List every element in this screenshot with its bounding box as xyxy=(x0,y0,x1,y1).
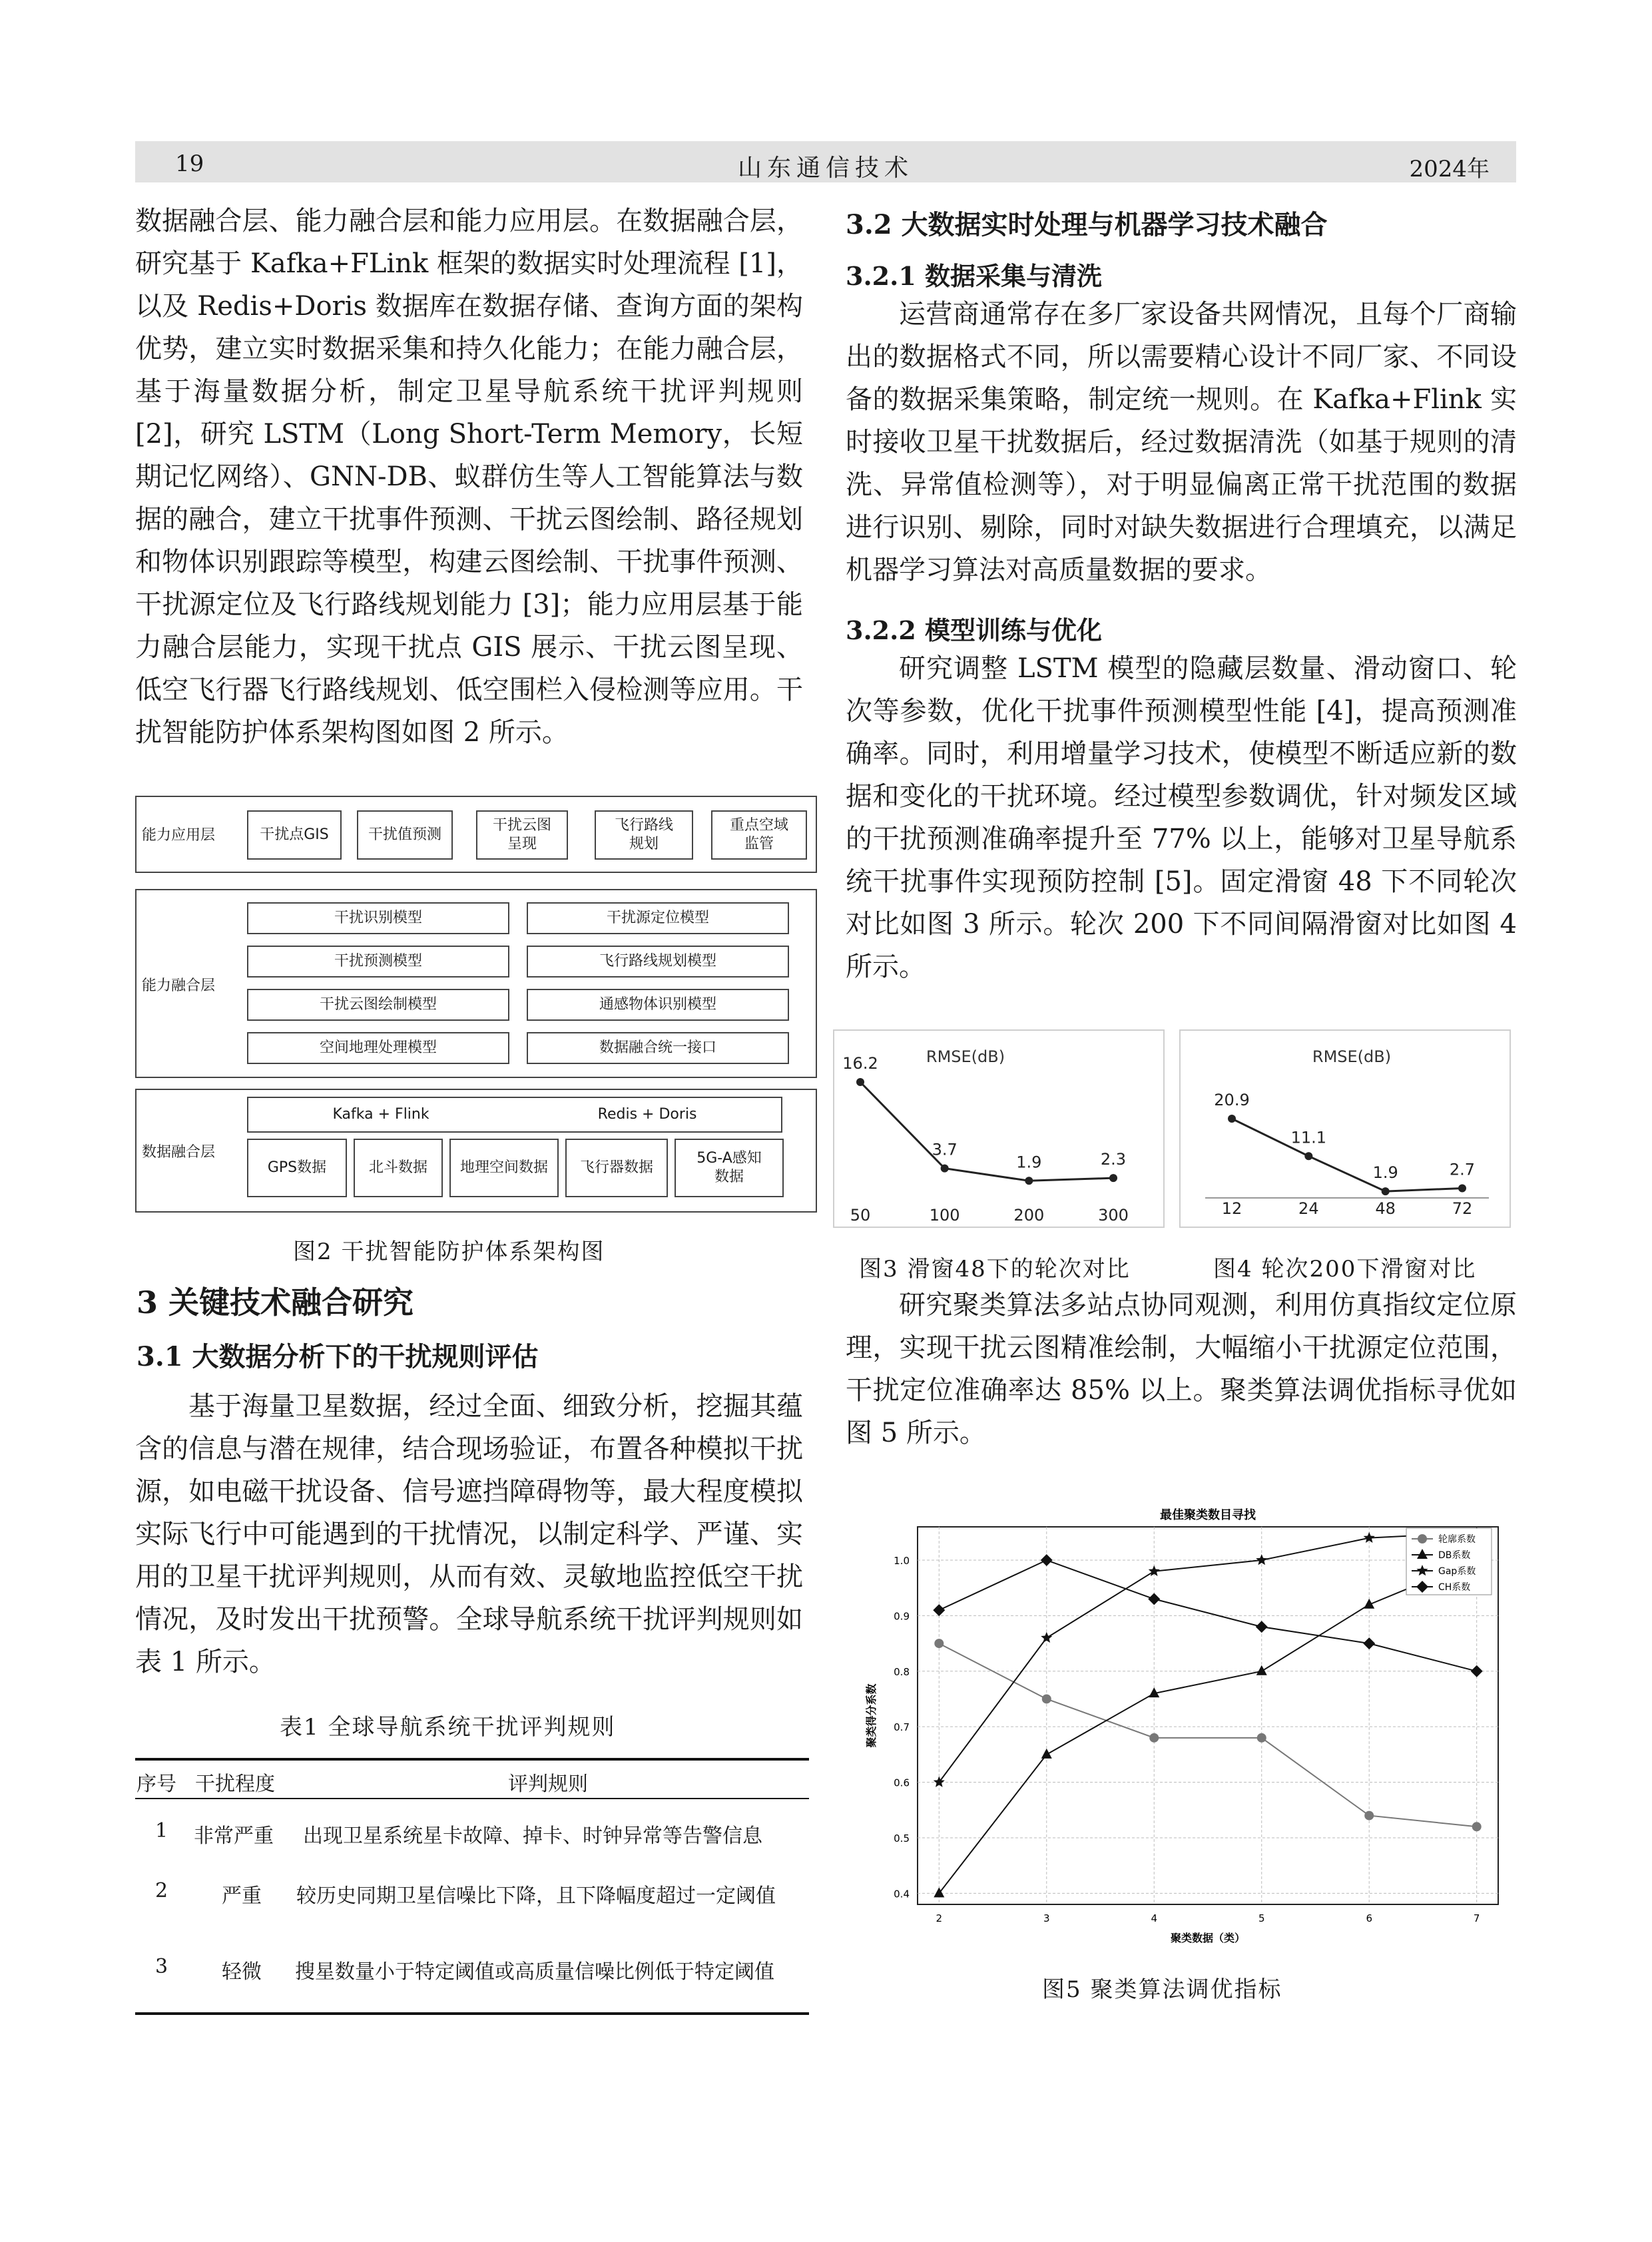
data-point xyxy=(1364,1811,1374,1821)
right-paragraph-cluster: 研究聚类算法多站点协同观测，利用仿真指纹定位原理，实现干扰云图精准绘制，大幅缩小干扰源定位范围，干扰定位准确率达 85% 以上。聚类算法调优指标寻优如图 5 所示。 xyxy=(846,1290,1517,1448)
data-item: 北斗数据 xyxy=(354,1139,443,1197)
data-label: 16.2 xyxy=(842,1054,878,1073)
data-point xyxy=(1304,1152,1312,1160)
fig5-chart xyxy=(846,1495,1512,1961)
data-label: 1.9 xyxy=(1372,1163,1398,1183)
left-paragraph-31: 基于海量卫星数据，经过全面、细致分析，挖掘其蕴含的信息与潜在规律，结合现场验证，布置各种模拟干扰源，如电磁干扰设备、信号遮挡障碍物等，最大程度模拟实际飞行中可能遇到的干扰情况，以制定科学、严谨、实用的卫星干扰评判规则，从而有效、灵敏地监控低空干扰情况，及时发出干扰预警。全球导航系统干扰评判规则如表 1 所示。 xyxy=(135,1391,803,1677)
data-point xyxy=(1458,1184,1466,1192)
data-point xyxy=(1257,1733,1266,1743)
y-axis-label: 聚类得分系数 xyxy=(865,1683,878,1748)
data-label: 2.3 xyxy=(1100,1150,1127,1169)
data-point xyxy=(856,1078,864,1086)
table-header-row: 序号 干扰程度 评判规则 xyxy=(137,1773,588,1796)
data-item: 地理空间数据 xyxy=(449,1139,559,1197)
section-3-title: 3 关键技术融合研究 xyxy=(137,1284,414,1320)
y-tick-label: 0.9 xyxy=(894,1610,910,1623)
y-tick-label: 0.7 xyxy=(894,1721,910,1734)
legend-marker xyxy=(1418,1534,1427,1543)
data-label: 1.9 xyxy=(1016,1153,1042,1172)
legend-label: Gap系数 xyxy=(1438,1566,1476,1577)
chart-title: RMSE(dB) xyxy=(1312,1047,1392,1066)
data-item: 飞行器数据 xyxy=(565,1139,668,1197)
data-label: 2.7 xyxy=(1449,1160,1476,1179)
x-tick-label: 24 xyxy=(1298,1199,1319,1218)
fusion-item: 干扰云图绘制模型 xyxy=(247,989,509,1021)
fig4-caption: 图4 轮次200下滑窗对比 xyxy=(1213,1256,1477,1282)
app-item: 干扰值预测 xyxy=(357,810,453,860)
y-tick-label: 0.4 xyxy=(894,1888,910,1900)
fig5-caption: 图5 聚类算法调优指标 xyxy=(1042,1976,1282,2003)
fusion-item: 通感物体识别模型 xyxy=(527,989,789,1021)
fusion-item: 空间地理处理模型 xyxy=(247,1032,509,1064)
data-point xyxy=(934,1639,944,1648)
data-item: GPS数据 xyxy=(247,1139,347,1197)
x-tick-label: 12 xyxy=(1221,1199,1242,1218)
right-paragraph-322: 研究调整 LSTM 模型的隐藏层数量、滑动窗口、轮次等参数，优化干扰事件预测模型性能 [4]，提高预测准确率。同时，利用增量学习技术，使模型不断适应新的数据和变化的干扰环境。经过模型参数调优，针对频发区域的干扰预测准确率提升至 77% 以上，能够对卫星导航系统干扰事件实现预防控制 [5]。固定滑窗 48 下不同轮次对比如图 3 所示。轮次 200 下不同间隔滑窗对比如图 4 所示。 xyxy=(846,653,1517,982)
x-tick-label: 4 xyxy=(1151,1912,1158,1924)
app-item: 飞行路线 规划 xyxy=(595,810,693,860)
y-tick-label: 1.0 xyxy=(894,1555,910,1567)
data-point xyxy=(1472,1822,1482,1831)
table-row: 3 轻微 搜星数量小于特定阈值或高质量信噪比例低于特定阈值 xyxy=(155,1955,774,1984)
app-item: 干扰云图 呈现 xyxy=(476,810,568,860)
table-row: 2 严重 较历史同期卫星信噪比下降，且下降幅度超过一定阈值 xyxy=(155,1879,776,1908)
y-tick-label: 0.5 xyxy=(894,1832,910,1844)
page-number: 19 xyxy=(175,150,204,177)
legend-label: DB系数 xyxy=(1438,1550,1471,1561)
fusion-item: 飞行路线规划模型 xyxy=(527,946,789,978)
fusion-layer-label: 能力融合层 xyxy=(142,978,216,994)
data-point xyxy=(1025,1177,1033,1185)
x-tick-label: 6 xyxy=(1366,1912,1372,1924)
data-platform-bar: Kafka + Flink Redis + Doris xyxy=(247,1097,782,1133)
section-3-1-title: 3.1 大数据分析下的干扰规则评估 xyxy=(137,1341,539,1372)
data-point xyxy=(1228,1115,1236,1123)
fig3-chart xyxy=(832,1029,1165,1229)
architecture-diagram xyxy=(135,796,818,1213)
x-tick-label: 3 xyxy=(1043,1912,1050,1924)
x-tick-label: 200 xyxy=(1013,1206,1045,1225)
table-row: 1 非常严重 出现卫星系统星卡故障、掉卡、时钟异常等告警信息 xyxy=(155,1819,762,1848)
x-tick-label: 7 xyxy=(1473,1912,1480,1924)
app-layer-label: 能力应用层 xyxy=(142,827,216,844)
journal-year: 2024年 xyxy=(1409,156,1490,182)
legend-label: 轮廓系数 xyxy=(1438,1534,1476,1545)
data-point xyxy=(1149,1733,1159,1743)
fig2-caption: 图2 干扰智能防护体系架构图 xyxy=(293,1239,605,1265)
chart-title: RMSE(dB) xyxy=(926,1047,1005,1066)
x-tick-label: 48 xyxy=(1375,1199,1396,1218)
data-label: 3.7 xyxy=(932,1140,958,1159)
x-axis-label: 聚类数据（类） xyxy=(1170,1932,1246,1944)
x-tick-label: 72 xyxy=(1452,1199,1473,1218)
running-header xyxy=(135,141,1516,182)
table1 xyxy=(135,1758,809,2015)
legend-label: CH系数 xyxy=(1438,1582,1471,1593)
data-point xyxy=(941,1165,949,1173)
data-layer-label: 数据融合层 xyxy=(142,1144,216,1161)
app-item: 干扰点GIS xyxy=(247,810,342,860)
data-label: 11.1 xyxy=(1290,1128,1327,1147)
y-tick-label: 0.8 xyxy=(894,1665,910,1678)
x-tick-label: 5 xyxy=(1258,1912,1265,1924)
fusion-item: 数据融合统一接口 xyxy=(527,1032,789,1064)
data-point xyxy=(1109,1174,1117,1182)
fusion-item: 干扰识别模型 xyxy=(247,902,509,934)
section-3-2-title: 3.2 大数据实时处理与机器学习技术融合 xyxy=(846,209,1328,240)
section-3-2-2-title: 3.2.2 模型训练与优化 xyxy=(846,615,1103,645)
right-paragraph-321: 运营商通常存在多厂家设备共网情况，且每个厂商输出的数据格式不同，所以需要精心设计不同厂家、不同设备的数据采集策略，制定统一规则。在 Kafka+Flink 实时接收卫星干扰数据后，经过数据清洗（如基于规则的清洗、异常值检测等），对于明显偏离正常干扰范围的数据进行识别、剔除，同时对缺失数据进行合理填充，以满足机器学习算法对高质量数据的要求。 xyxy=(846,299,1517,585)
app-item: 重点空域 监管 xyxy=(711,810,807,860)
section-3-2-1-title: 3.2.1 数据采集与清洗 xyxy=(846,261,1103,291)
y-tick-label: 0.6 xyxy=(894,1777,910,1789)
fusion-item: 干扰预测模型 xyxy=(247,946,509,978)
left-paragraph-1: 数据融合层、能力融合层和能力应用层。在数据融合层，研究基于 Kafka+FLink 框架的数据实时处理流程 [1]，以及 Redis+Doris 数据库在数据存储、查询方面的架构优势，建立实时数据采集和持久化能力；在能力融合层，基于海量数据分析，制定卫星导航系统干扰评判规则 [2]，研究 LSTM（Long Short-Term Memory，长短期记忆网络）、GNN-DB、蚁群仿生等人工智能算法与数据的融合，建立干扰事件预测、干扰云图绘制、路径规划和物体识别跟踪等模型，构建云图绘制、干扰事件预测、干扰源定位及飞行路线规划能力 [3]；能力应用层基于能力融合层能力，实现干扰点 GIS 展示、干扰云图呈现、低空飞行器飞行路线规划、低空围栏入侵检测等应用。干扰智能防护体系架构图如图 2 所示。 xyxy=(135,206,803,748)
table1-caption: 表1 全球导航系统干扰评判规则 xyxy=(280,1714,616,1741)
data-label: 20.9 xyxy=(1214,1091,1250,1109)
x-tick-label: 50 xyxy=(850,1206,871,1225)
x-tick-label: 100 xyxy=(929,1206,960,1225)
fig3-caption: 图3 滑窗48下的轮次对比 xyxy=(859,1256,1131,1282)
data-point xyxy=(1042,1694,1051,1703)
x-tick-label: 300 xyxy=(1098,1206,1129,1225)
chart-title: 最佳聚类数目寻找 xyxy=(1160,1508,1256,1522)
fig4-chart xyxy=(1179,1029,1512,1229)
data-point xyxy=(1382,1187,1390,1195)
data-item: 5G-A感知 数据 xyxy=(675,1139,784,1197)
x-tick-label: 2 xyxy=(936,1912,943,1924)
journal-title: 山东通信技术 xyxy=(737,154,914,182)
fusion-item: 干扰源定位模型 xyxy=(527,902,789,934)
